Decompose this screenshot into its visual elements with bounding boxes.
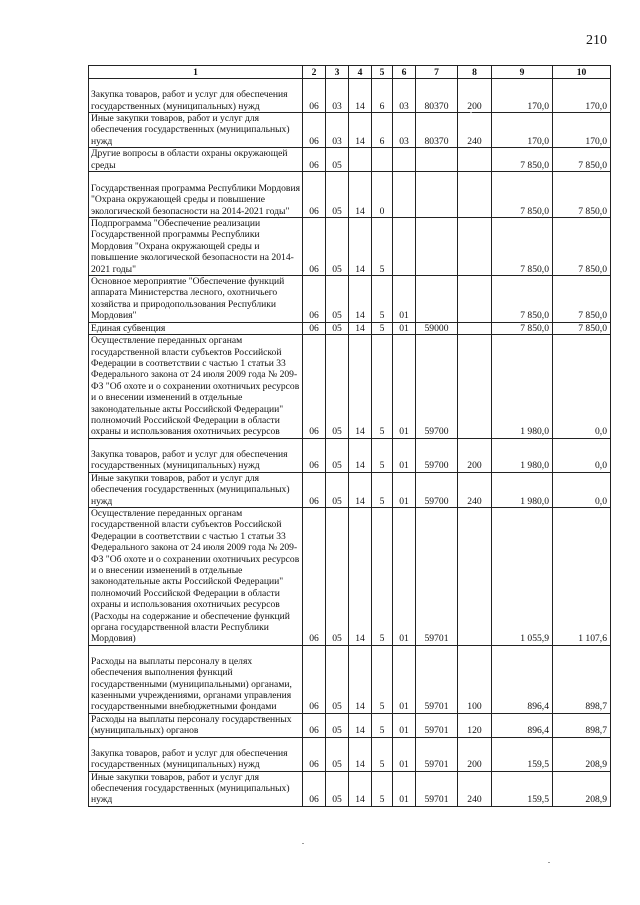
code-podrazdel: 05 <box>326 507 349 645</box>
table-row <box>89 276 611 323</box>
code-subprogram: 5 <box>372 771 393 806</box>
code-razdel: 06 <box>303 737 326 771</box>
code-subprogram <box>372 148 393 172</box>
table-row <box>89 438 611 472</box>
code-razdel: 06 <box>303 507 326 645</box>
row-name: Единая субвенция <box>89 322 303 334</box>
column-header-5: 5 <box>372 66 393 79</box>
code-podrazdel: 05 <box>326 276 349 323</box>
code-razdel: 06 <box>303 713 326 737</box>
code-podrazdel: 05 <box>326 172 349 218</box>
code-program <box>349 148 372 172</box>
code-expense-type: 240 <box>458 113 492 148</box>
code-activity: 01 <box>393 645 416 713</box>
table-row <box>89 322 611 334</box>
amount-year-2: 0,0 <box>553 472 611 507</box>
code-program: 14 <box>349 322 372 334</box>
row-name: Осуществление переданных органам государственной власти субъектов Российской Федерации в соответствии с частью 1 статьи 33 Федерального закона от 24 июля 2009 года № 209-ФЗ "Об охоте и о сохранении охотничьих ресурсов и о внесении изменений в отдельные законодательные акты Российской Федерации" полномочий Российской Федерации в области охраны и использования охотничьих ресурсов (Расходы на содержание и обеспечение функций органа государственной власти Республики Мордовия) <box>89 507 303 645</box>
code-program: 14 <box>349 737 372 771</box>
code-direction <box>416 172 458 218</box>
code-activity: 01 <box>393 322 416 334</box>
amount-year-1: 7 850,0 <box>492 148 553 172</box>
code-program: 14 <box>349 79 372 113</box>
code-razdel: 06 <box>303 472 326 507</box>
code-razdel: 06 <box>303 322 326 334</box>
code-subprogram: 6 <box>372 113 393 148</box>
budget-table <box>88 65 611 807</box>
amount-year-1: 1 980,0 <box>492 438 553 472</box>
code-expense-type: 200 <box>458 737 492 771</box>
code-podrazdel: 05 <box>326 335 349 439</box>
row-name: Расходы на выплаты персоналу государственных (муниципальных) органов <box>89 713 303 737</box>
code-activity: 01 <box>393 737 416 771</box>
code-subprogram: 5 <box>372 438 393 472</box>
code-podrazdel: 05 <box>326 771 349 806</box>
code-program: 14 <box>349 172 372 218</box>
code-direction: 59700 <box>416 438 458 472</box>
amount-year-2: 208,9 <box>553 771 611 806</box>
code-podrazdel: 05 <box>326 645 349 713</box>
code-direction: 59700 <box>416 472 458 507</box>
amount-year-2: 208,9 <box>553 737 611 771</box>
code-razdel: 06 <box>303 771 326 806</box>
code-subprogram: 5 <box>372 507 393 645</box>
code-direction: 59701 <box>416 645 458 713</box>
code-razdel: 06 <box>303 172 326 218</box>
column-header-6: 6 <box>393 66 416 79</box>
amount-year-1: 1 055,9 <box>492 507 553 645</box>
code-expense-type <box>458 507 492 645</box>
column-header-8: 8 <box>458 66 492 79</box>
row-name: Осуществление переданных органам государственной власти субъектов Российской Федерации в соответствии с частью 1 статьи 33 Федерального закона от 24 июля 2009 года № 209-ФЗ "Об охоте и о сохранении охотничьих ресурсов и о внесении изменений в отдельные законодательные акты Российской Федерации" полномочий Российской Федерации в области охраны и использования охотничьих ресурсов <box>89 335 303 439</box>
amount-year-1: 159,5 <box>492 737 553 771</box>
amount-year-2: 7 850,0 <box>553 276 611 323</box>
amount-year-1: 1 980,0 <box>492 335 553 439</box>
scan-speck <box>302 843 304 844</box>
amount-year-1: 896,4 <box>492 713 553 737</box>
code-podrazdel: 05 <box>326 148 349 172</box>
code-activity: 03 <box>393 113 416 148</box>
column-header-3: 3 <box>326 66 349 79</box>
code-program: 14 <box>349 113 372 148</box>
code-subprogram: 5 <box>372 218 393 276</box>
amount-year-1: 896,4 <box>492 645 553 713</box>
row-name: Закупка товаров, работ и услуг для обеспечения государственных (муниципальных) нужд <box>89 438 303 472</box>
amount-year-2: 7 850,0 <box>553 322 611 334</box>
row-name: Иные закупки товаров, работ и услуг для обеспечения государственных (муниципальных) нужд <box>89 472 303 507</box>
code-direction <box>416 276 458 323</box>
amount-year-1: 7 850,0 <box>492 218 553 276</box>
code-razdel: 06 <box>303 645 326 713</box>
code-expense-type: 240 <box>458 771 492 806</box>
table-row <box>89 645 611 713</box>
amount-year-1: 7 850,0 <box>492 172 553 218</box>
code-direction: 59701 <box>416 507 458 645</box>
code-activity: 01 <box>393 438 416 472</box>
code-razdel: 06 <box>303 218 326 276</box>
code-direction: 59700 <box>416 335 458 439</box>
code-activity: 01 <box>393 771 416 806</box>
page-number: 210 <box>586 33 607 48</box>
code-expense-type <box>458 276 492 323</box>
table-row <box>89 737 611 771</box>
scan-speck <box>548 862 550 863</box>
table-row <box>89 713 611 737</box>
table-row <box>89 335 611 439</box>
code-activity <box>393 218 416 276</box>
code-subprogram: 5 <box>372 276 393 323</box>
amount-year-1: 170,0 <box>492 113 553 148</box>
amount-year-1: 159,5 <box>492 771 553 806</box>
table-row <box>89 218 611 276</box>
code-program: 14 <box>349 645 372 713</box>
row-name: Государственная программа Республики Мордовия "Охрана окружающей среды и повышение экологической безопасности на 2014-2021 годы" <box>89 172 303 218</box>
code-podrazdel: 05 <box>326 472 349 507</box>
code-program: 14 <box>349 276 372 323</box>
code-activity: 01 <box>393 507 416 645</box>
code-expense-type <box>458 322 492 334</box>
amount-year-1: 170,0 <box>492 79 553 113</box>
table-row <box>89 172 611 218</box>
column-header-1: 1 <box>89 66 303 79</box>
code-razdel: 06 <box>303 276 326 323</box>
code-direction: 80370 <box>416 79 458 113</box>
row-name: Иные закупки товаров, работ и услуг для обеспечения государственных (муниципальных) нужд <box>89 113 303 148</box>
row-name: Расходы на выплаты персоналу в целях обеспечения выполнения функций государственными (муниципальными) органами, казенными учреждениями, органами управления государственными внебюджетными фондами <box>89 645 303 713</box>
amount-year-2: 7 850,0 <box>553 172 611 218</box>
amount-year-2: 898,7 <box>553 713 611 737</box>
code-razdel: 06 <box>303 113 326 148</box>
amount-year-2: 7 850,0 <box>553 148 611 172</box>
code-expense-type: 100 <box>458 645 492 713</box>
code-activity: 01 <box>393 335 416 439</box>
code-activity <box>393 148 416 172</box>
amount-year-2: 170,0 <box>553 113 611 148</box>
amount-year-2: 0,0 <box>553 438 611 472</box>
row-name: Другие вопросы в области охраны окружающей среды <box>89 148 303 172</box>
amount-year-2: 7 850,0 <box>553 218 611 276</box>
row-name: Основное мероприятие "Обеспечение функций аппарата Министерства лесного, охотничьего хозяйства и природопользования Республики Мордовия" <box>89 276 303 323</box>
row-name: Закупка товаров, работ и услуг для обеспечения государственных (муниципальных) нужд <box>89 79 303 113</box>
scan-speck <box>470 112 472 113</box>
code-activity: 01 <box>393 472 416 507</box>
code-activity: 01 <box>393 713 416 737</box>
code-subprogram: 5 <box>372 472 393 507</box>
code-direction: 59701 <box>416 771 458 806</box>
code-direction: 59701 <box>416 737 458 771</box>
column-header-2: 2 <box>303 66 326 79</box>
header-row <box>89 66 611 79</box>
code-podrazdel: 05 <box>326 322 349 334</box>
amount-year-2: 898,7 <box>553 645 611 713</box>
table-row <box>89 113 611 148</box>
code-expense-type <box>458 148 492 172</box>
row-name: Иные закупки товаров, работ и услуг для обеспечения государственных (муниципальных) нужд <box>89 771 303 806</box>
table-row <box>89 771 611 806</box>
code-direction <box>416 218 458 276</box>
amount-year-2: 170,0 <box>553 79 611 113</box>
code-program: 14 <box>349 713 372 737</box>
code-expense-type: 200 <box>458 438 492 472</box>
code-subprogram: 5 <box>372 335 393 439</box>
code-expense-type: 120 <box>458 713 492 737</box>
code-razdel: 06 <box>303 335 326 439</box>
code-program: 14 <box>349 438 372 472</box>
code-razdel: 06 <box>303 148 326 172</box>
table-row <box>89 472 611 507</box>
code-podrazdel: 05 <box>326 737 349 771</box>
code-direction: 80370 <box>416 113 458 148</box>
row-name: Подпрограмма "Обеспечение реализации Государственной программы Республики Мордовия "Охрана окружающей среды и повышение экологической безопасности на 2014-2021 годы" <box>89 218 303 276</box>
row-name: Закупка товаров, работ и услуг для обеспечения государственных (муниципальных) нужд <box>89 737 303 771</box>
code-expense-type <box>458 218 492 276</box>
table-row <box>89 79 611 113</box>
code-podrazdel: 05 <box>326 713 349 737</box>
code-subprogram: 6 <box>372 79 393 113</box>
amount-year-1: 7 850,0 <box>492 322 553 334</box>
code-podrazdel: 03 <box>326 113 349 148</box>
code-program: 14 <box>349 507 372 645</box>
code-razdel: 06 <box>303 79 326 113</box>
code-program: 14 <box>349 218 372 276</box>
code-activity: 01 <box>393 276 416 323</box>
column-header-10: 10 <box>553 66 611 79</box>
code-direction <box>416 148 458 172</box>
column-header-7: 7 <box>416 66 458 79</box>
table-row <box>89 507 611 645</box>
code-podrazdel: 03 <box>326 79 349 113</box>
code-razdel: 06 <box>303 438 326 472</box>
table-body <box>89 79 611 807</box>
amount-year-2: 0,0 <box>553 335 611 439</box>
code-subprogram: 5 <box>372 322 393 334</box>
code-expense-type <box>458 172 492 218</box>
code-direction: 59701 <box>416 713 458 737</box>
code-subprogram: 5 <box>372 713 393 737</box>
code-subprogram: 5 <box>372 737 393 771</box>
code-podrazdel: 05 <box>326 218 349 276</box>
amount-year-2: 1 107,6 <box>553 507 611 645</box>
code-program: 14 <box>349 472 372 507</box>
amount-year-1: 7 850,0 <box>492 276 553 323</box>
code-subprogram: 5 <box>372 645 393 713</box>
code-subprogram: 0 <box>372 172 393 218</box>
code-activity: 03 <box>393 79 416 113</box>
code-expense-type: 240 <box>458 472 492 507</box>
code-program: 14 <box>349 335 372 439</box>
code-direction: 59000 <box>416 322 458 334</box>
code-program: 14 <box>349 771 372 806</box>
code-expense-type: 200 <box>458 79 492 113</box>
code-podrazdel: 05 <box>326 438 349 472</box>
code-expense-type <box>458 335 492 439</box>
column-header-4: 4 <box>349 66 372 79</box>
table-row <box>89 148 611 172</box>
column-header-9: 9 <box>492 66 553 79</box>
amount-year-1: 1 980,0 <box>492 472 553 507</box>
code-activity <box>393 172 416 218</box>
